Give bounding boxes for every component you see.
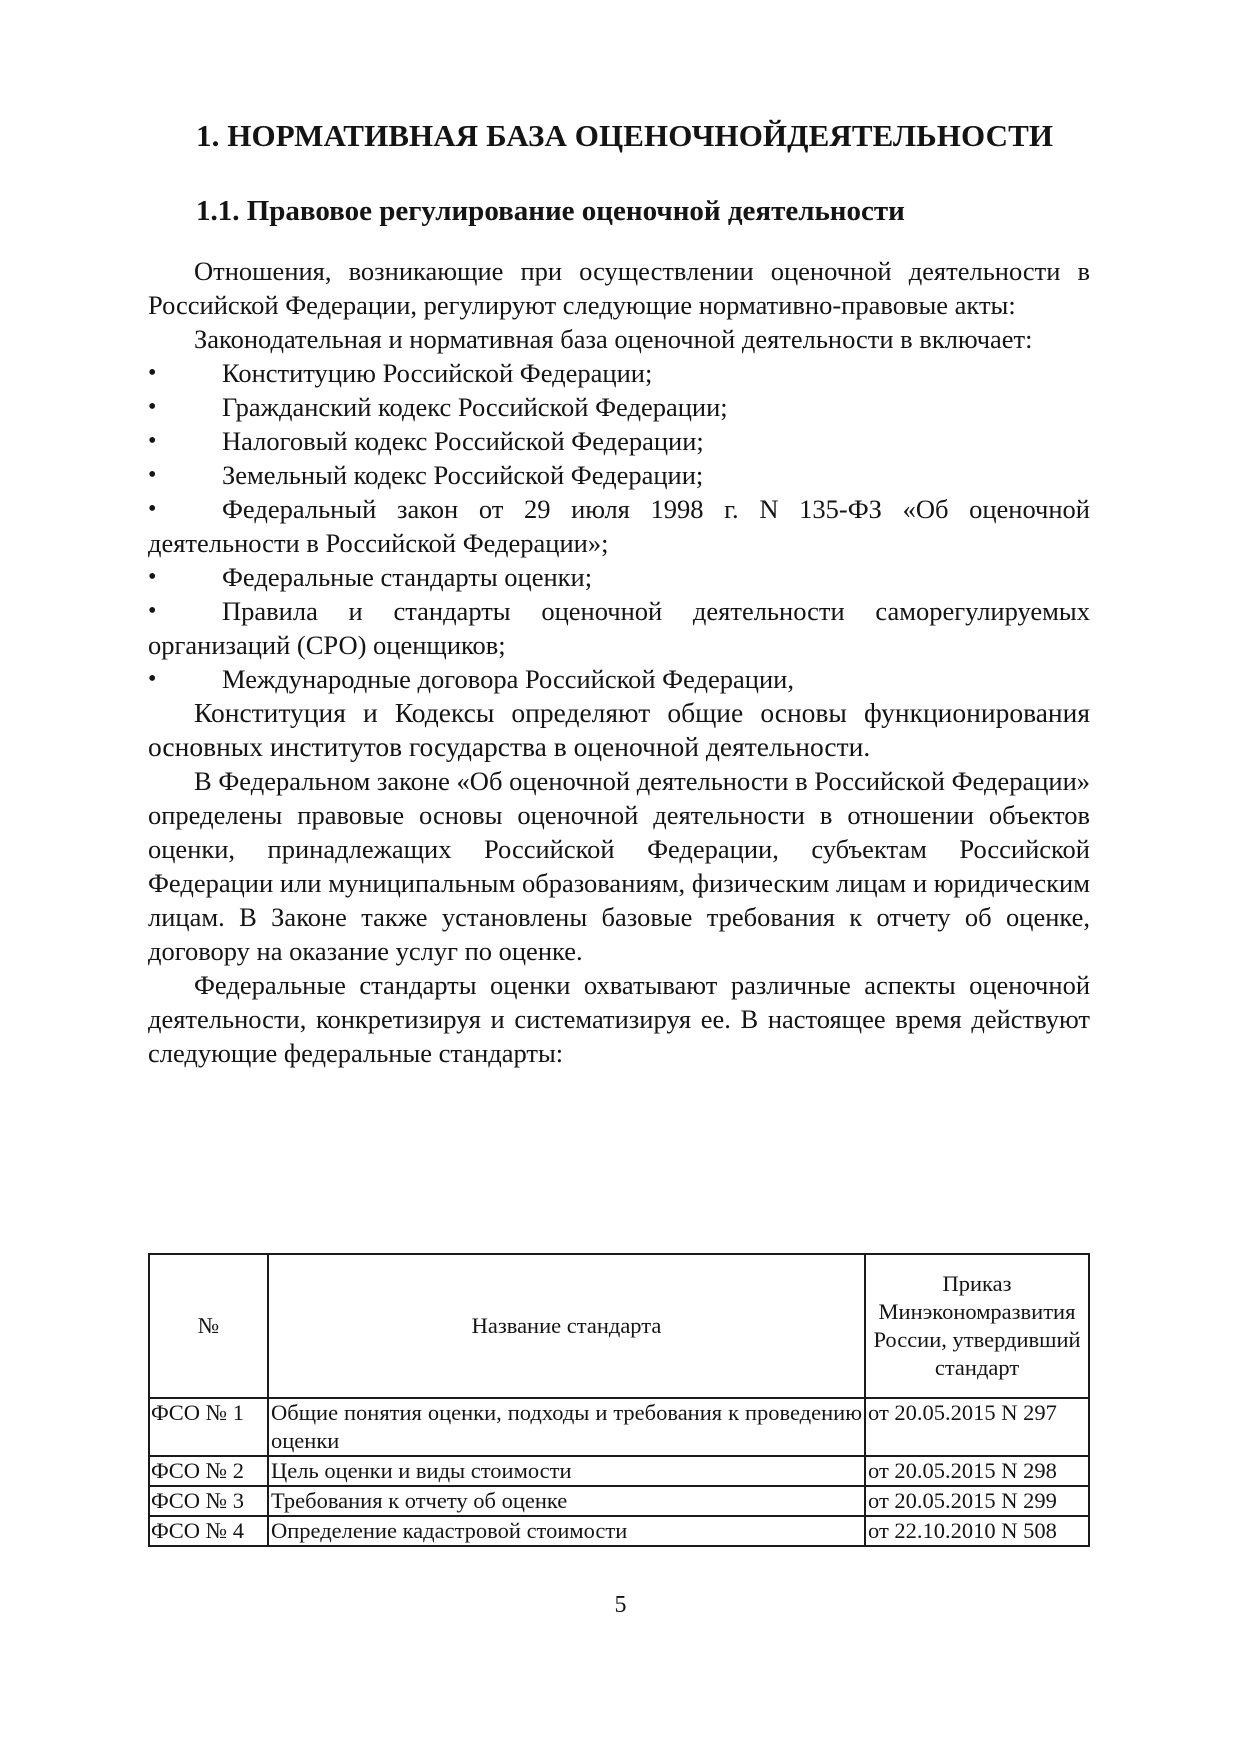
standard-order: от 22.10.2010 N 508 bbox=[865, 1516, 1089, 1546]
list-item: • Федеральный закон от 29 июля 1998 г. N 135-ФЗ «Об оценочной деятельности в Российской Федерации»; bbox=[148, 494, 1090, 558]
paragraph: Конституция и Кодексы определяют общие основы функционирования основных институтов государства в оценочной деятельности. bbox=[148, 697, 1090, 762]
bullet-icon: • bbox=[148, 598, 157, 624]
list-item: • Международные договора Российской Федерации, bbox=[148, 664, 794, 694]
standard-number: ФСО № 2 bbox=[149, 1456, 268, 1486]
standard-name: Требования к отчету об оценке bbox=[268, 1486, 865, 1516]
standard-number: ФСО № 1 bbox=[149, 1398, 268, 1456]
chapter-heading: 1. НОРМАТИВНАЯ БАЗА ОЦЕНОЧНОЙДЕЯТЕЛЬНОСТИ bbox=[196, 118, 1054, 153]
column-header-order: Приказ Минэкономразвития России, утвердивший стандарт bbox=[865, 1254, 1089, 1398]
paragraph: В Федеральном законе «Об оценочной деятельности в Российской Федерации» определены правовые основы оценочной деятельности в отношении объектов оценки, принадлежащих Российской Федерации, субъектам Российской Федерации или муниципальным образованиям, физическим лицам и юридическим лицам. В Законе также установлены базовые требования к отчету об оценке, договору на оказание услуг по оценке. bbox=[148, 766, 1090, 966]
list-item: • Земельный кодекс Российской Федерации; bbox=[148, 460, 704, 490]
column-header-name: Название стандарта bbox=[268, 1254, 865, 1398]
standard-order: от 20.05.2015 N 297 bbox=[865, 1398, 1089, 1456]
list-item: • Конституцию Российской Федерации; bbox=[148, 358, 653, 388]
table-row bbox=[149, 1456, 1089, 1486]
paragraph: Отношения, возникающие при осуществлении оценочной деятельности в Российской Федерации, регулируют следующие нормативно-правовые акты: bbox=[148, 256, 1090, 320]
page-number: 5 bbox=[614, 1592, 627, 1618]
standards-table bbox=[148, 1253, 1090, 1547]
bullet-icon: • bbox=[148, 360, 157, 386]
standard-name: Цель оценки и виды стоимости bbox=[268, 1456, 865, 1486]
standard-number: ФСО № 4 bbox=[149, 1516, 268, 1546]
bullet-icon: • bbox=[148, 666, 157, 692]
standard-order: от 20.05.2015 N 299 bbox=[865, 1486, 1089, 1516]
standard-number: ФСО № 3 bbox=[149, 1486, 268, 1516]
legal-acts-list bbox=[148, 356, 1090, 696]
table-row bbox=[149, 1516, 1089, 1546]
section-heading: 1.1. Правовое регулирование оценочной деятельности bbox=[196, 195, 905, 227]
paragraph: Федеральные стандарты оценки охватывают различные аспекты оценочной деятельности, конкретизируя и систематизируя ее. В настоящее время действуют следующие федеральные стандарты: bbox=[148, 970, 1090, 1068]
list-item: • Гражданский кодекс Российской Федерации; bbox=[148, 392, 728, 422]
table-row bbox=[149, 1486, 1089, 1516]
table-header-row bbox=[149, 1254, 1089, 1398]
list-item: • Налоговый кодекс Российской Федерации; bbox=[148, 426, 704, 456]
list-item: • Правила и стандарты оценочной деятельности саморегулируемых организаций (СРО) оценщиков; bbox=[148, 596, 1090, 660]
bullet-icon: • bbox=[148, 394, 157, 420]
bullet-icon: • bbox=[148, 428, 157, 454]
bullet-icon: • bbox=[148, 462, 157, 488]
standard-name: Общие понятия оценки, подходы и требования к проведению оценки bbox=[268, 1398, 865, 1456]
table-row bbox=[149, 1398, 1089, 1456]
standard-order: от 20.05.2015 N 298 bbox=[865, 1456, 1089, 1486]
bullet-icon: • bbox=[148, 496, 157, 522]
body-text bbox=[148, 254, 1090, 1070]
paragraph: Законодательная и нормативная база оценочной деятельности в включает: bbox=[194, 324, 1033, 354]
bullet-icon: • bbox=[148, 564, 157, 590]
column-header-number: № bbox=[149, 1254, 268, 1398]
standard-name: Определение кадастровой стоимости bbox=[268, 1516, 865, 1546]
list-item: • Федеральные стандарты оценки; bbox=[148, 562, 593, 592]
